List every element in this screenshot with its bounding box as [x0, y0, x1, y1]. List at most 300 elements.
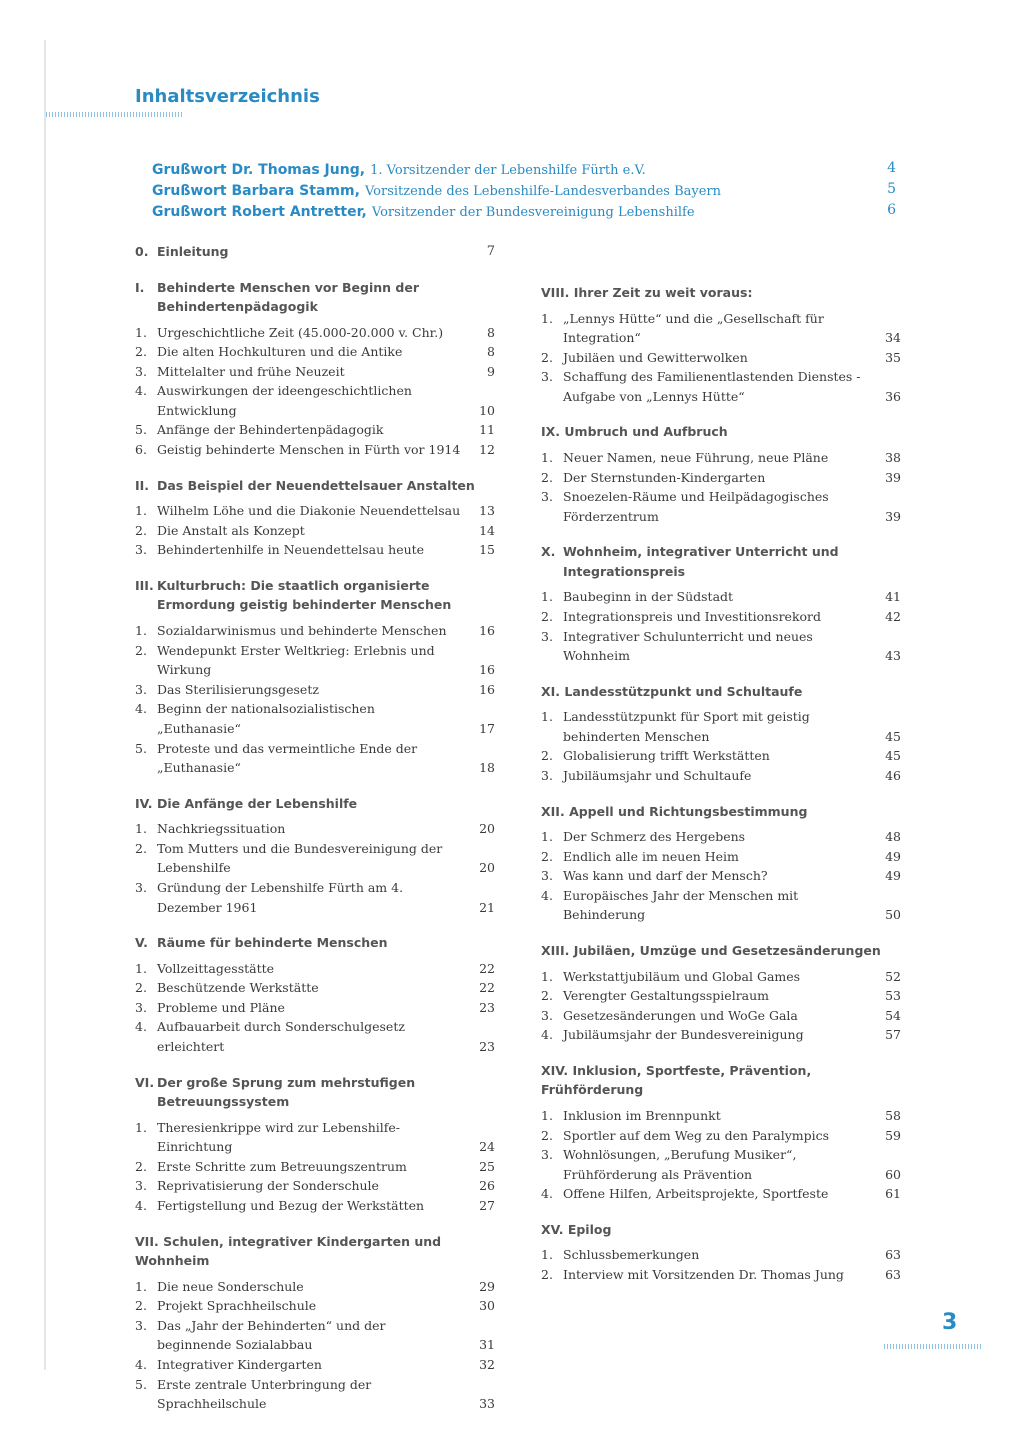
- section-heading[interactable]: [135, 476, 495, 496]
- toc-section: [541, 802, 901, 925]
- toc-entry[interactable]: [135, 501, 495, 521]
- entry-title: Baubeginn in der Südstadt: [563, 589, 734, 605]
- toc-section: [135, 242, 495, 262]
- toc-entry[interactable]: [541, 1245, 901, 1265]
- toc-entry[interactable]: [135, 621, 495, 641]
- section-title: Epilog: [567, 1221, 612, 1237]
- entry-title: Auswirkungen der ideengeschichtlichen Entwicklung: [157, 383, 412, 418]
- toc-entry[interactable]: [541, 746, 901, 766]
- entry-page: 49: [885, 848, 901, 864]
- entry-page: 20: [479, 821, 495, 837]
- entry-number: 3.: [541, 489, 553, 505]
- section-title: Das Beispiel der Neuendettelsauer Anstalten: [157, 477, 475, 493]
- entry-title: Der Sternstunden-Kindergarten: [563, 469, 766, 485]
- entry-title: Fertigstellung und Bezug der Werkstätten: [157, 1198, 425, 1213]
- entry-number: 1.: [541, 1247, 553, 1263]
- toc-section: [135, 933, 495, 1056]
- entry-title: Mittelalter und frühe Neuzeit: [157, 363, 345, 379]
- entry-number: 1.: [135, 960, 147, 976]
- entry-title: Das „Jahr der Behinderten“ und der beginnende Sozialabbau: [157, 1317, 386, 1353]
- entry-number: 2.: [135, 1298, 147, 1314]
- entry-number: 2.: [135, 980, 147, 996]
- section-heading[interactable]: [541, 1061, 901, 1100]
- greeting-item[interactable]: [152, 179, 896, 200]
- toc-entry[interactable]: [135, 680, 495, 700]
- toc-entry[interactable]: [541, 607, 901, 627]
- entry-number: 4.: [135, 1356, 147, 1372]
- toc-entry[interactable]: [541, 1184, 901, 1204]
- toc-section: [135, 1073, 495, 1216]
- entry-title: Erste Schritte zum Betreuungszentrum: [157, 1158, 407, 1174]
- entry-number: 4.: [135, 1019, 147, 1035]
- page-edge-line: [44, 40, 46, 1370]
- toc-entry[interactable]: [135, 978, 495, 998]
- entry-page: 54: [885, 1007, 901, 1023]
- entry-number: 1.: [135, 1119, 147, 1135]
- toc-section: [135, 278, 495, 460]
- entry-title: Interview mit Vorsitzenden Dr. Thomas Jung: [563, 1267, 844, 1282]
- toc-entry[interactable]: [135, 540, 495, 560]
- entry-title: Geistig behinderte Menschen in Fürth vor 1914: [157, 442, 461, 458]
- toc-entry[interactable]: [541, 866, 901, 886]
- entry-page: 59: [885, 1127, 901, 1143]
- entry-title: Der Schmerz des Hergebens: [563, 829, 746, 845]
- entry-number: 5.: [135, 422, 147, 438]
- toc-section: [135, 476, 495, 560]
- entry-page: 41: [885, 589, 901, 605]
- section-heading[interactable]: [541, 283, 901, 303]
- toc-right-column: [541, 283, 901, 1301]
- toc-entry[interactable]: [135, 1277, 495, 1297]
- section-number: III.: [135, 577, 154, 593]
- entry-number: 3.: [135, 999, 147, 1015]
- entry-title: Nachkriegssituation: [157, 821, 286, 837]
- entry-page: 53: [885, 988, 901, 1004]
- entry-title: Jubiläen und Gewitterwolken: [563, 349, 748, 365]
- entry-number: 1.: [541, 709, 553, 725]
- toc-section: [135, 1232, 495, 1414]
- entry-number: 4.: [541, 887, 553, 903]
- entry-page: 11: [479, 422, 495, 438]
- entry-title: Snoezelen-Räume und Heilpädagogisches Förderzentrum: [563, 489, 829, 524]
- entry-number: 1.: [135, 324, 147, 340]
- toc-section: [135, 794, 495, 917]
- toc-entry[interactable]: [541, 766, 901, 786]
- toc-section: [541, 542, 901, 665]
- entry-page: 9: [487, 363, 495, 379]
- entry-number: 2.: [135, 1158, 147, 1174]
- entry-number: 1.: [135, 821, 147, 837]
- entry-title: Sportler auf dem Weg zu den Paralympics: [563, 1127, 830, 1143]
- entry-number: 3.: [541, 369, 553, 385]
- entry-number: 3.: [135, 542, 147, 558]
- greeting-role: Vorsitzender der Bundesvereinigung Lebenshilfe: [371, 205, 695, 220]
- entry-page: 45: [885, 728, 901, 744]
- toc-entry[interactable]: [541, 487, 901, 526]
- section-heading[interactable]: [541, 802, 901, 822]
- toc-entry[interactable]: [541, 1145, 901, 1184]
- entry-number: 2.: [541, 349, 553, 365]
- entry-title: Behindertenhilfe in Neuendettelsau heute: [157, 542, 425, 558]
- entry-number: 3.: [541, 768, 553, 783]
- entry-page: 60: [885, 1166, 901, 1182]
- section-heading[interactable]: [541, 941, 901, 961]
- toc-entry[interactable]: [135, 521, 495, 541]
- toc-entry[interactable]: [541, 847, 901, 867]
- toc-entry[interactable]: [135, 641, 495, 680]
- section-title: Räume für behinderte Menschen: [157, 935, 388, 951]
- toc-entry[interactable]: [135, 1316, 495, 1355]
- entry-page: 13: [479, 503, 495, 519]
- toc-entry[interactable]: [135, 959, 495, 979]
- entry-page: 49: [885, 868, 901, 884]
- toc-entry[interactable]: [135, 819, 495, 839]
- entry-page: 50: [885, 907, 901, 923]
- toc-section: [541, 422, 901, 526]
- entry-page: 24: [479, 1139, 495, 1155]
- entry-page: 17: [479, 720, 495, 736]
- entry-page: 46: [885, 768, 901, 783]
- section-title: Die Anfänge der Lebenshilfe: [157, 795, 358, 811]
- greetings-list: [152, 158, 896, 221]
- entry-number: 2.: [541, 1127, 553, 1143]
- section-title: Wohnheim, integrativer Unterricht und Integrationspreis: [563, 544, 839, 579]
- entry-number: 1.: [541, 1107, 553, 1123]
- toc-entry[interactable]: [135, 440, 495, 460]
- entry-title: Beschützende Werkstätte: [157, 980, 319, 996]
- toc-entry[interactable]: [135, 323, 495, 343]
- entry-title: „Lennys Hütte“ und die „Gesellschaft für Integration“: [563, 310, 824, 346]
- entry-number: 4.: [135, 701, 147, 717]
- toc-entry[interactable]: [135, 1017, 495, 1056]
- toc-entry[interactable]: [541, 1106, 901, 1126]
- section-heading[interactable]: [135, 933, 495, 953]
- section-page: 7: [486, 244, 495, 259]
- toc-entry[interactable]: [135, 420, 495, 440]
- entry-page: 29: [479, 1278, 495, 1294]
- section-number: XII.: [541, 803, 565, 819]
- entry-page: 36: [885, 388, 901, 404]
- entry-title: Proteste und das vermeintliche Ende der „Euthanasie“: [157, 740, 418, 776]
- entry-page: 25: [479, 1158, 495, 1174]
- toc-section: [541, 1061, 901, 1204]
- toc-entry[interactable]: [541, 1025, 901, 1045]
- section-heading[interactable]: [135, 278, 495, 317]
- entry-number: 2.: [541, 748, 553, 764]
- toc-entry[interactable]: [541, 707, 901, 746]
- section-number: X.: [541, 544, 556, 560]
- entry-number: 1.: [541, 968, 553, 984]
- entry-number: 6.: [135, 442, 147, 458]
- toc-entry[interactable]: [541, 827, 901, 847]
- section-title: Schulen, integrativer Kindergarten und Wohnheim: [135, 1233, 442, 1269]
- entry-title: Gründung der Lebenshilfe Fürth am 4. Dezember 1961: [157, 879, 404, 915]
- entry-number: 2.: [541, 469, 553, 485]
- entry-title: Vollzeittagesstätte: [157, 960, 275, 976]
- section-number: IX.: [541, 424, 561, 440]
- entry-number: 1.: [135, 1278, 147, 1294]
- toc-entry[interactable]: [541, 367, 901, 406]
- entry-page: 23: [479, 999, 495, 1015]
- toc-entry[interactable]: [135, 362, 495, 382]
- pagenum-dot-rule: [884, 1344, 982, 1349]
- entry-title: Jubiläumsjahr und Schultaufe: [563, 768, 752, 783]
- entry-number: 2.: [135, 840, 147, 856]
- section-heading[interactable]: [135, 576, 495, 615]
- entry-title: Die neue Sonderschule: [157, 1278, 304, 1294]
- entry-page: 20: [479, 860, 495, 876]
- entry-title: Die Anstalt als Konzept: [157, 522, 305, 538]
- entry-number: 5.: [135, 1376, 147, 1392]
- section-number: XIV.: [541, 1062, 569, 1078]
- entry-page: 16: [479, 662, 495, 678]
- entry-page: 10: [479, 402, 495, 418]
- greeting-page: 5: [887, 181, 896, 197]
- greeting-name: Grußwort Robert Antretter,: [152, 204, 367, 220]
- greeting-name: Grußwort Barbara Stamm,: [152, 183, 360, 199]
- entry-page: 8: [487, 344, 495, 360]
- entry-number: 2.: [135, 522, 147, 538]
- toc-entry[interactable]: [135, 381, 495, 420]
- toc-entry[interactable]: [135, 998, 495, 1018]
- entry-title: Aufbauarbeit durch Sonderschulgesetz erleichtert: [157, 1019, 405, 1055]
- entry-page: 39: [885, 469, 901, 485]
- entry-title: Integrativer Kindergarten: [157, 1356, 322, 1372]
- section-heading[interactable]: [135, 794, 495, 814]
- entry-title: Anfänge der Behindertenpädagogik: [157, 422, 384, 438]
- entry-title: Schlussbemerkungen: [563, 1247, 700, 1263]
- entry-number: 4.: [541, 1186, 553, 1202]
- entry-number: 3.: [135, 879, 147, 895]
- entry-number: 1.: [541, 449, 553, 465]
- greeting-page: 6: [887, 202, 896, 218]
- entry-page: 30: [479, 1298, 495, 1314]
- section-heading[interactable]: [541, 682, 901, 702]
- entry-page: 16: [479, 681, 495, 697]
- entry-number: 5.: [135, 740, 147, 756]
- entry-number: 3.: [135, 1317, 147, 1333]
- greeting-role: 1. Vorsitzender der Lebenshilfe Fürth e.V.: [370, 163, 646, 178]
- entry-page: 57: [885, 1027, 901, 1043]
- entry-title: Gesetzesänderungen und WoGe Gala: [563, 1007, 798, 1023]
- entry-page: 63: [885, 1267, 901, 1282]
- entry-title: Was kann und darf der Mensch?: [563, 868, 768, 884]
- entry-title: Sozialdarwinismus und behinderte Menschen: [157, 622, 447, 638]
- entry-page: 61: [885, 1186, 901, 1202]
- toc-entry[interactable]: [541, 627, 901, 666]
- entry-page: 22: [479, 980, 495, 996]
- section-number: XIII.: [541, 943, 570, 959]
- entry-page: 43: [885, 648, 901, 664]
- entry-title: Wendepunkt Erster Weltkrieg: Erlebnis und Wirkung: [157, 642, 435, 678]
- section-heading[interactable]: [135, 1073, 495, 1112]
- section-title: Behinderte Menschen vor Beginn der Behindertenpädagogik: [157, 279, 420, 314]
- section-title: Inklusion, Sportfeste, Prävention, Frühförderung: [541, 1062, 812, 1098]
- entry-page: 26: [479, 1178, 495, 1194]
- toc-entry[interactable]: [135, 1355, 495, 1375]
- section-number: XI.: [541, 683, 561, 699]
- toc-entry[interactable]: [541, 1006, 901, 1026]
- section-number: XV.: [541, 1221, 564, 1237]
- toc-entry[interactable]: [541, 348, 901, 368]
- greeting-item[interactable]: [152, 158, 896, 179]
- entry-title: Wilhelm Löhe und die Diakonie Neuendettelsau: [157, 503, 461, 519]
- entry-page: 45: [885, 748, 901, 764]
- entry-page: 21: [479, 899, 495, 915]
- section-heading[interactable]: [135, 242, 495, 262]
- entry-number: 2.: [541, 608, 553, 624]
- title-dot-rule: [46, 112, 184, 117]
- toc-entry[interactable]: [541, 468, 901, 488]
- entry-title: Endlich alle im neuen Heim: [563, 848, 739, 864]
- entry-page: 31: [479, 1337, 495, 1353]
- entry-page: 8: [487, 324, 495, 340]
- toc-entry[interactable]: [135, 1157, 495, 1177]
- section-number: VII.: [135, 1233, 159, 1249]
- section-number: II.: [135, 477, 150, 493]
- entry-page: 42: [885, 608, 901, 624]
- entry-page: 38: [885, 449, 901, 465]
- entry-page: 18: [479, 760, 495, 776]
- page-title: Inhaltsverzeichnis: [135, 86, 320, 107]
- entry-title: Erste zentrale Unterbringung der Sprachheilschule: [157, 1376, 372, 1412]
- greeting-page: 4: [887, 160, 896, 176]
- entry-page: 14: [479, 522, 495, 538]
- greeting-role: Vorsitzende des Lebenshilfe-Landesverbandes Bayern: [364, 184, 722, 199]
- entry-page: 48: [885, 829, 901, 845]
- section-heading[interactable]: [541, 1220, 901, 1240]
- entry-title: Integrationspreis und Investitionsrekord: [563, 608, 822, 624]
- toc-entry[interactable]: [135, 342, 495, 362]
- entry-number: 4.: [541, 1027, 553, 1043]
- toc-entry[interactable]: [541, 1126, 901, 1146]
- entry-page: 52: [885, 968, 901, 984]
- entry-page: 12: [479, 442, 495, 458]
- toc-entry[interactable]: [541, 448, 901, 468]
- toc-entry[interactable]: [135, 1296, 495, 1316]
- toc-entry[interactable]: [135, 1118, 495, 1157]
- toc-entry[interactable]: [135, 699, 495, 738]
- entry-title: Projekt Sprachheilschule: [157, 1298, 317, 1314]
- entry-page: 39: [885, 508, 901, 524]
- toc-entry[interactable]: [135, 739, 495, 778]
- entry-title: Probleme und Pläne: [157, 999, 285, 1015]
- section-title: Umbruch und Aufbruch: [564, 424, 728, 440]
- entry-number: 3.: [541, 628, 553, 644]
- entry-title: Tom Mutters und die Bundesvereinigung der Lebenshilfe: [157, 840, 443, 876]
- section-number: 0.: [135, 244, 149, 259]
- section-title: Jubiläen, Umzüge und Gesetzesänderungen: [573, 943, 881, 959]
- entry-number: 3.: [541, 1147, 553, 1163]
- entry-title: Wohnlösungen, „Berufung Musiker“, Frühförderung als Prävention: [563, 1147, 797, 1182]
- entry-number: 1.: [541, 829, 553, 845]
- entry-number: 4.: [135, 1198, 147, 1213]
- toc-entry[interactable]: [135, 1196, 495, 1216]
- toc-entry[interactable]: [135, 1375, 495, 1414]
- entry-title: Landesstützpunkt für Sport mit geistig behinderten Menschen: [563, 709, 810, 744]
- entry-page: 23: [479, 1039, 495, 1055]
- entry-page: 27: [479, 1198, 495, 1213]
- toc-entry[interactable]: [135, 839, 495, 878]
- entry-title: Beginn der nationalsozialistischen „Euthanasie“: [157, 701, 375, 736]
- entry-title: Urgeschichtliche Zeit (45.000-20.000 v. Chr.): [157, 324, 444, 340]
- toc-entry[interactable]: [135, 878, 495, 917]
- entry-title: Integrativer Schulunterricht und neues Wohnheim: [563, 628, 813, 664]
- greeting-item[interactable]: [152, 200, 896, 221]
- entry-title: Das Sterilisierungsgesetz: [157, 681, 319, 697]
- toc-entry[interactable]: [541, 967, 901, 987]
- entry-number: 1.: [541, 310, 553, 326]
- section-title: Appell und Richtungsbestimmung: [569, 803, 808, 819]
- section-title: Der große Sprung zum mehrstufigen Betreuungssystem: [157, 1074, 416, 1110]
- entry-title: Offene Hilfen, Arbeitsprojekte, Sportfeste: [563, 1186, 829, 1202]
- entry-title: Globalisierung trifft Werkstätten: [563, 748, 770, 764]
- entry-number: 3.: [135, 363, 147, 379]
- entry-title: Verengter Gestaltungsspielraum: [563, 988, 770, 1004]
- entry-page: 22: [479, 960, 495, 976]
- entry-number: 4.: [135, 383, 147, 399]
- entry-title: Neuer Namen, neue Führung, neue Pläne: [563, 449, 829, 465]
- section-title: Landesstützpunkt und Schultaufe: [564, 683, 803, 699]
- entry-page: 15: [479, 542, 495, 558]
- entry-title: Werkstattjubiläum und Global Games: [563, 968, 801, 984]
- toc-left-column: [135, 242, 495, 1430]
- entry-number: 2.: [135, 344, 147, 360]
- entry-title: Europäisches Jahr der Menschen mit Behinderung: [563, 887, 799, 923]
- toc-entry[interactable]: [541, 309, 901, 348]
- section-number: V.: [135, 935, 148, 951]
- entry-number: 2.: [541, 988, 553, 1004]
- toc-entry[interactable]: [541, 886, 901, 925]
- toc-section: [541, 941, 901, 1045]
- section-number: I.: [135, 279, 145, 295]
- entry-page: 32: [479, 1356, 495, 1372]
- section-heading[interactable]: [135, 1232, 495, 1271]
- entry-title: Jubiläumsjahr der Bundesvereinigung: [563, 1027, 804, 1043]
- entry-number: 1.: [135, 503, 147, 519]
- entry-page: 34: [885, 330, 901, 346]
- page-number: 3: [942, 1310, 958, 1335]
- greeting-name: Grußwort Dr. Thomas Jung,: [152, 162, 366, 178]
- entry-title: Inklusion im Brennpunkt: [563, 1107, 721, 1123]
- section-title: Ihrer Zeit zu weit voraus:: [573, 285, 753, 300]
- entry-number: 3.: [135, 681, 147, 697]
- section-heading[interactable]: [541, 422, 901, 442]
- entry-number: 2.: [541, 848, 553, 864]
- toc-entry[interactable]: [541, 587, 901, 607]
- section-title: Kulturbruch: Die staatlich organisierte Ermordung geistig behinderter Menschen: [157, 577, 452, 613]
- entry-page: 16: [479, 622, 495, 638]
- toc-entry[interactable]: [541, 1265, 901, 1285]
- entry-title: Theresienkrippe wird zur Lebenshilfe-Einrichtung: [157, 1119, 401, 1155]
- toc-entry[interactable]: [135, 1176, 495, 1196]
- section-number: VI.: [135, 1074, 155, 1090]
- section-title: Einleitung: [157, 244, 229, 259]
- toc-entry[interactable]: [541, 986, 901, 1006]
- entry-number: 3.: [135, 1178, 147, 1194]
- toc-section: [541, 1220, 901, 1285]
- entry-number: 1.: [541, 589, 553, 605]
- section-number: VIII.: [541, 285, 570, 300]
- entry-page: 35: [885, 349, 901, 365]
- entry-number: 3.: [541, 868, 553, 884]
- entry-title: Schaffung des Familienentlastenden Dienstes - Aufgabe von „Lennys Hütte“: [563, 369, 861, 404]
- toc-section: [541, 283, 901, 406]
- section-heading[interactable]: [541, 542, 901, 581]
- entry-number: 1.: [135, 622, 147, 638]
- entry-page: 63: [885, 1247, 901, 1263]
- entry-title: Die alten Hochkulturen und die Antike: [157, 344, 403, 360]
